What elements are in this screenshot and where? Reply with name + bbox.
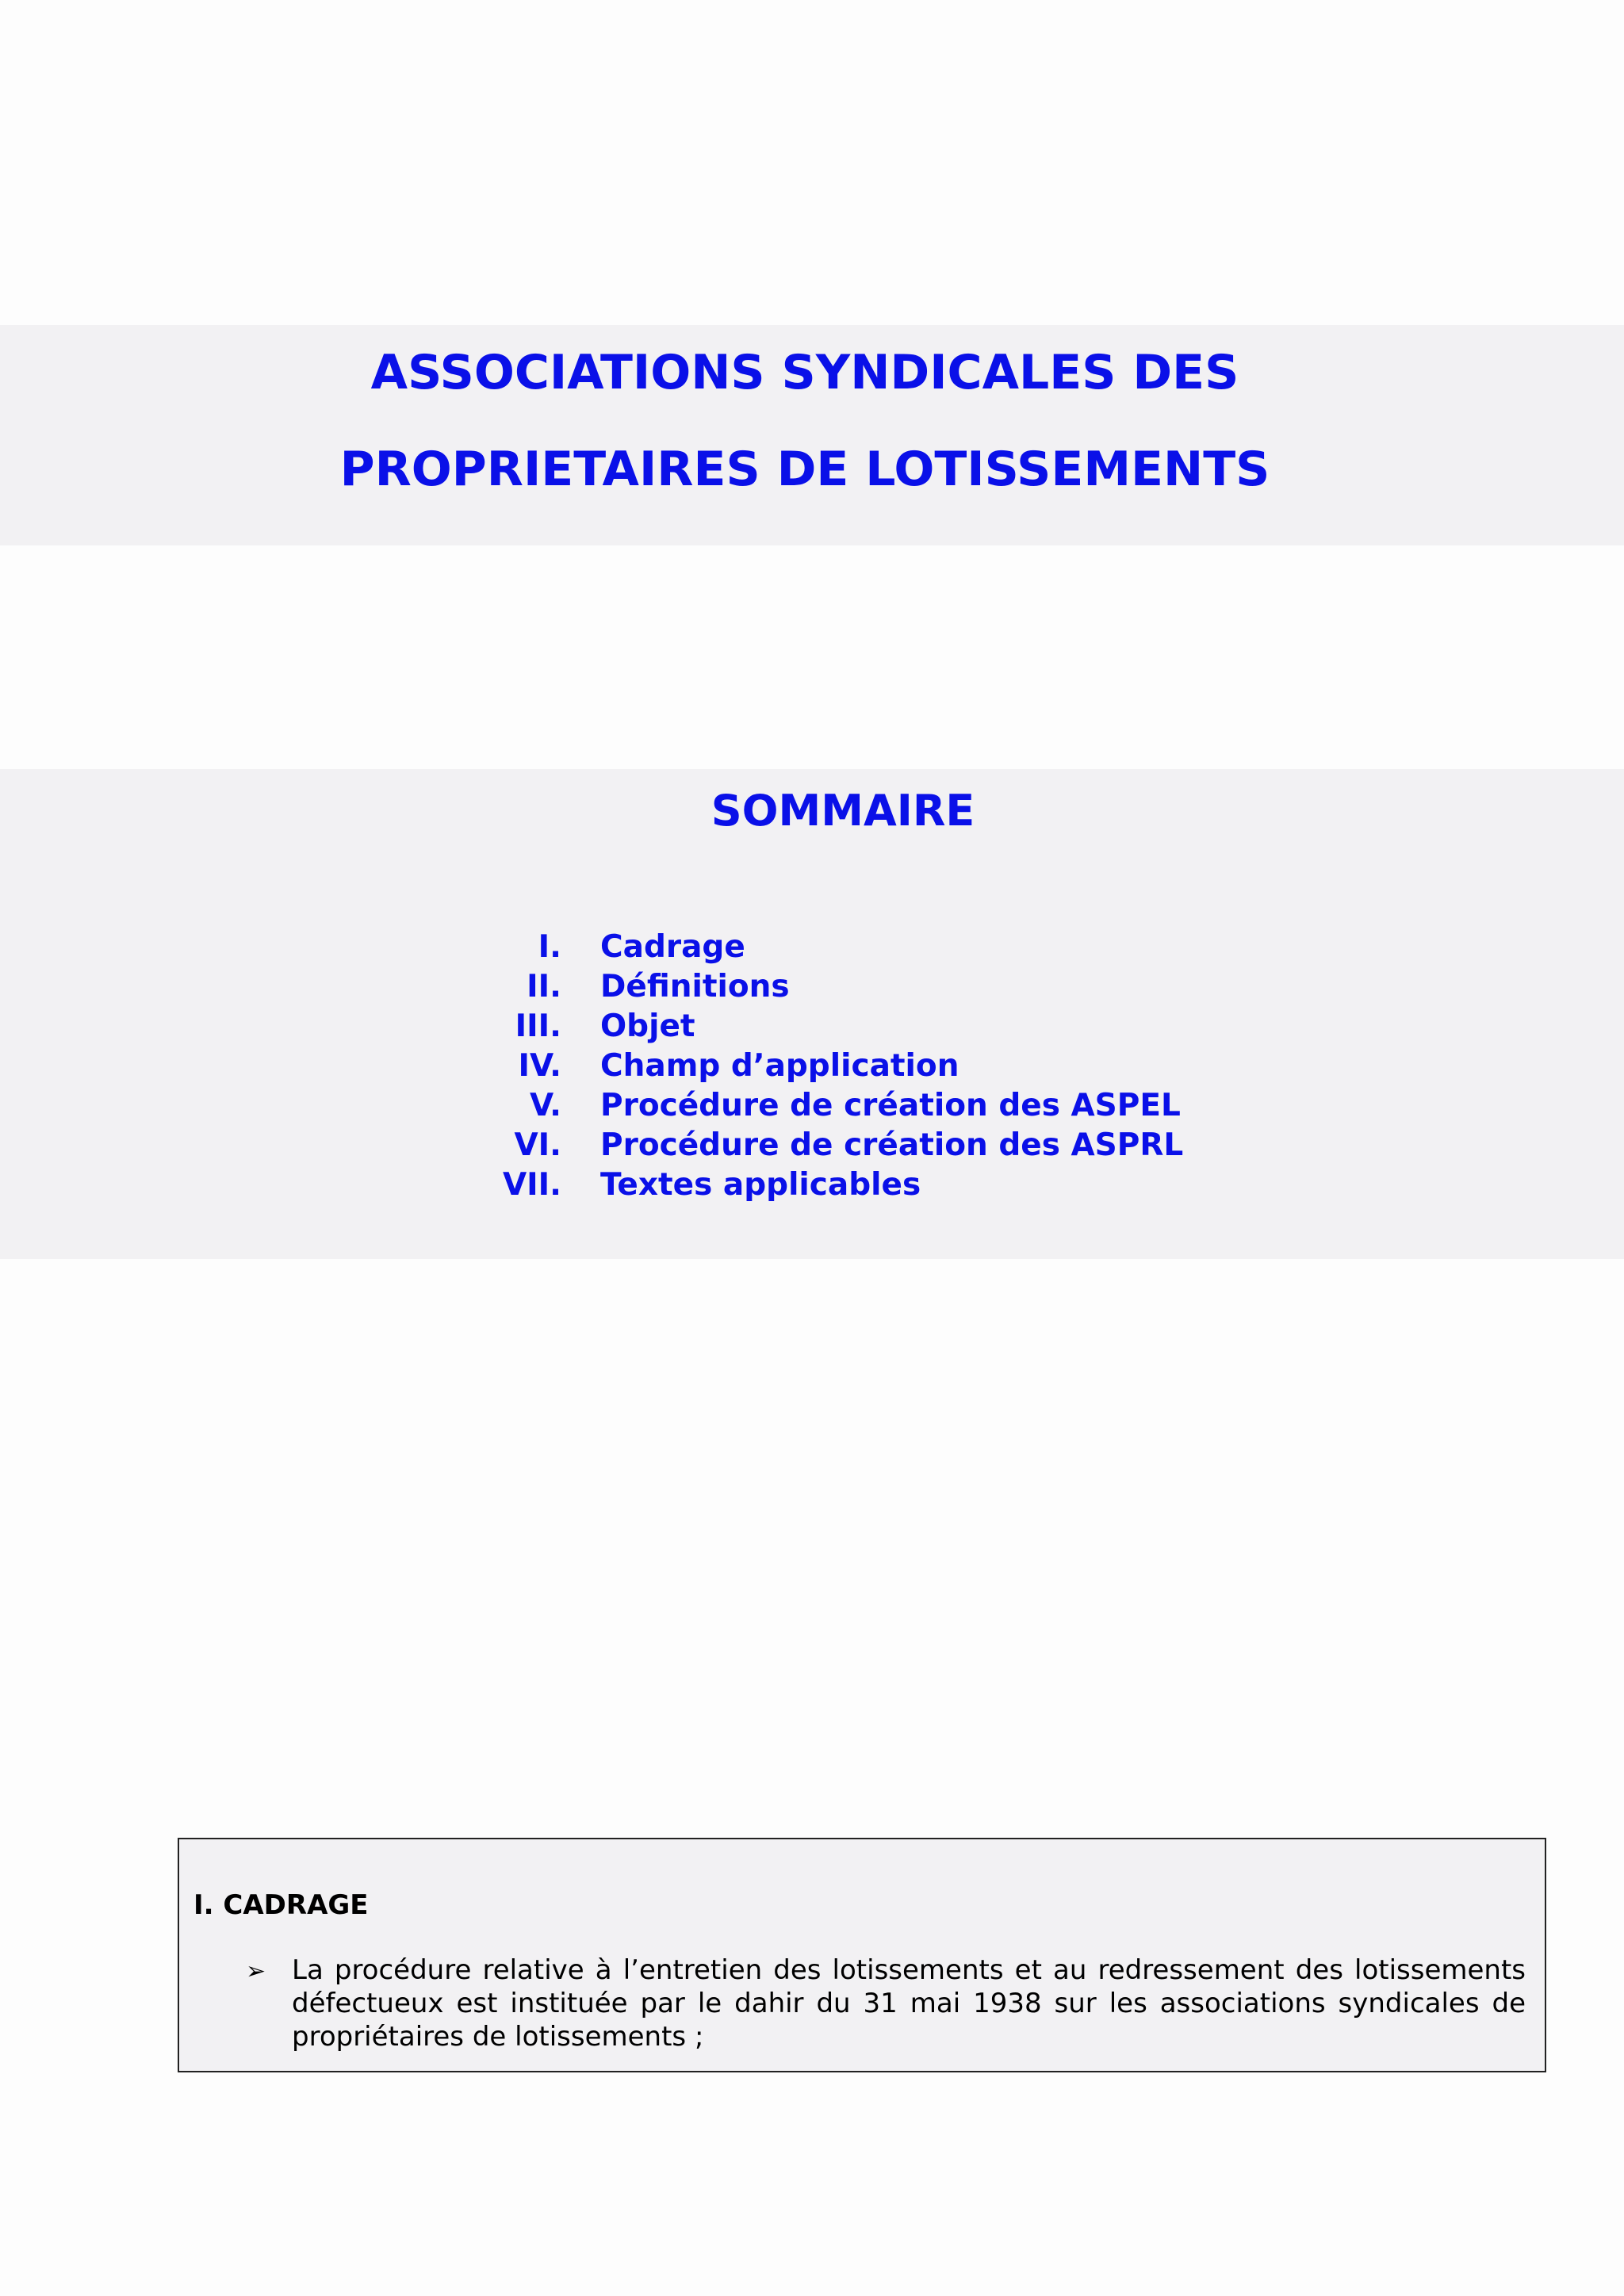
- toc-item-number: III.: [515, 1008, 561, 1044]
- toc-item-label: Textes applicables: [600, 1167, 921, 1203]
- toc-item-champ-application: [0, 1047, 1624, 1086]
- toc-item-number: I.: [538, 929, 561, 965]
- toc-item-textes-applicables: [0, 1165, 1624, 1205]
- toc-item-procedure-aspel: [0, 1086, 1624, 1126]
- toc-item-objet: [0, 1007, 1624, 1047]
- toc-item-procedure-asprl: [0, 1126, 1624, 1165]
- summary-section: [0, 769, 1624, 1259]
- toc-item-number: VI.: [514, 1127, 561, 1163]
- toc-item-number: IV.: [518, 1048, 561, 1084]
- toc-item-label: Objet: [600, 1008, 695, 1044]
- document-title-line-1: ASSOCIATIONS SYNDICALES DES: [370, 345, 1239, 400]
- cadrage-paragraph: La procédure relative à l’entretien des lotissements et au redressement des lotissements défectueux est instituée par le dahir du 31 mai 1938 sur les associations syndicales de propriétaires de lotissements ;: [292, 1954, 1526, 2053]
- toc-item-label: Définitions: [600, 969, 790, 1004]
- summary-heading: SOMMAIRE: [710, 786, 975, 836]
- table-of-contents: [0, 928, 1624, 1205]
- toc-item-label: Champ d’application: [600, 1048, 959, 1084]
- toc-item-definitions: [0, 967, 1624, 1007]
- toc-item-number: VII.: [502, 1167, 561, 1203]
- toc-item-label: Cadrage: [600, 929, 745, 965]
- toc-item-label: Procédure de création des ASPEL: [600, 1088, 1181, 1123]
- cadrage-heading: I. CADRAGE: [193, 1889, 369, 1921]
- toc-item-number: II.: [527, 969, 561, 1004]
- title-banner: [0, 325, 1624, 545]
- toc-item-number: V.: [530, 1088, 561, 1123]
- document-title-line-2: PROPRIETAIRES DE LOTISSEMENTS: [339, 442, 1270, 497]
- toc-item-label: Procédure de création des ASPRL: [600, 1127, 1184, 1163]
- toc-item-cadrage: [0, 928, 1624, 967]
- cadrage-section: [178, 1838, 1546, 2072]
- arrowhead-bullet-icon: ➢: [246, 1957, 266, 1985]
